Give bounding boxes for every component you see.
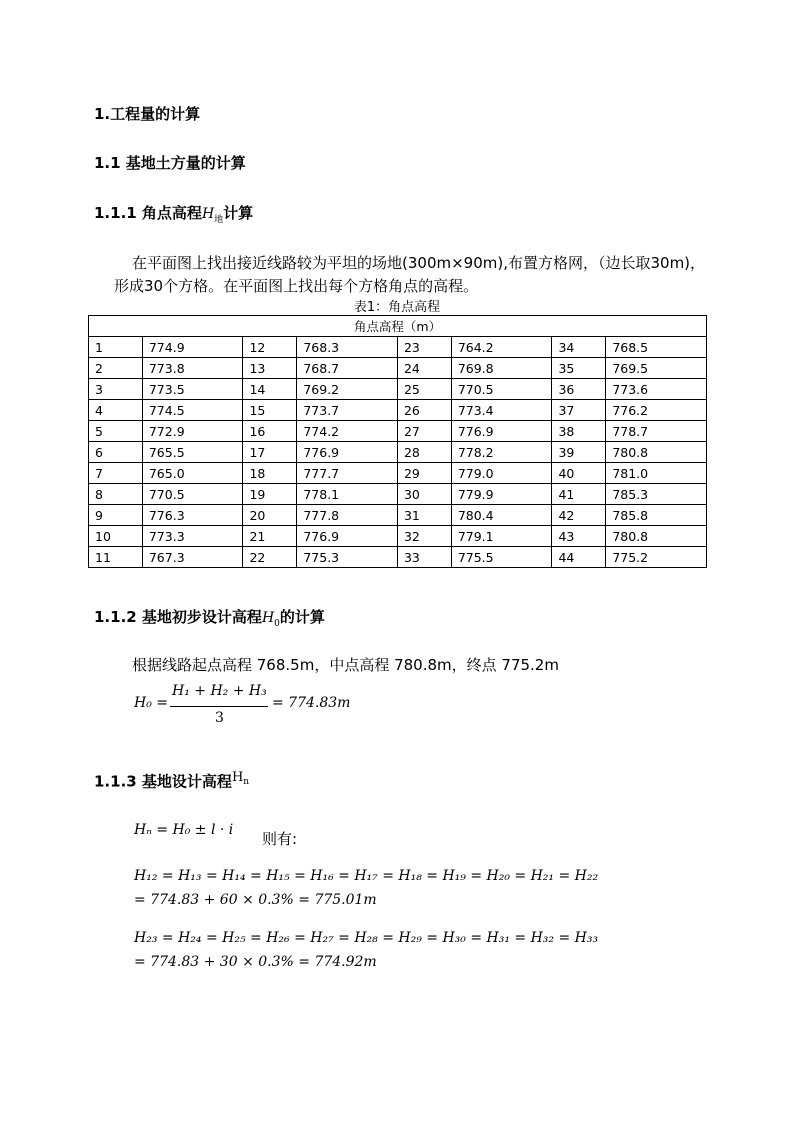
point-number-cell: 5	[89, 421, 143, 442]
point-number-cell: 4	[89, 400, 143, 421]
heading-1-1-1-symbol: $H_地$	[201, 206, 224, 225]
table-row	[89, 358, 707, 379]
elevation-cell: 779.1	[451, 526, 552, 547]
elevation-cell: 776.9	[297, 442, 398, 463]
elevation-cell: 774.9	[142, 337, 243, 358]
point-number-cell: 27	[397, 421, 451, 442]
elevation-cell: 773.7	[297, 400, 398, 421]
heading-1-1-1	[94, 202, 253, 225]
heading-1-1-2-suffix: 的计算	[279, 608, 325, 626]
table-row	[89, 421, 707, 442]
elevation-cell: 773.6	[606, 379, 707, 400]
elevation-cell: 773.5	[142, 379, 243, 400]
point-number-cell: 33	[397, 547, 451, 568]
table-row	[89, 526, 707, 547]
table-row	[89, 400, 707, 421]
elevation-cell: 778.7	[606, 421, 707, 442]
point-number-cell: 24	[397, 358, 451, 379]
formula-h0-lhs: H₀ =	[134, 695, 169, 711]
point-number-cell: 32	[397, 526, 451, 547]
point-number-cell: 15	[243, 400, 297, 421]
elevation-cell: 765.0	[142, 463, 243, 484]
point-number-cell: 9	[89, 505, 143, 526]
elevation-cell: 769.8	[451, 358, 552, 379]
point-number-cell: 44	[552, 547, 606, 568]
table-row	[89, 337, 707, 358]
point-number-cell: 8	[89, 484, 143, 505]
point-number-cell: 17	[243, 442, 297, 463]
table-row	[89, 505, 707, 526]
point-number-cell: 25	[397, 379, 451, 400]
point-number-cell: 39	[552, 442, 606, 463]
elevation-cell: 776.2	[606, 400, 707, 421]
heading-1-1-2-prefix: 1.1.2 基地初步设计高程	[94, 608, 262, 626]
heading-1-1-2	[94, 606, 325, 629]
elevation-cell: 773.3	[142, 526, 243, 547]
formula-h0-fraction-bar	[170, 706, 268, 707]
point-number-cell: 13	[243, 358, 297, 379]
formula-h0-denominator: 3	[215, 710, 224, 726]
elevation-cell: 775.3	[297, 547, 398, 568]
elevation-cell: 768.5	[606, 337, 707, 358]
elevation-cell: 778.2	[451, 442, 552, 463]
text-then: 则有:	[262, 830, 298, 848]
elevation-cell: 776.9	[451, 421, 552, 442]
formula-h23-h33-value: = 774.83 + 30 × 0.3% = 774.92m	[134, 954, 377, 970]
point-number-cell: 12	[243, 337, 297, 358]
point-number-cell: 23	[397, 337, 451, 358]
table-header-cell: 角点高程（m）	[89, 316, 707, 337]
table-row	[89, 463, 707, 484]
elevation-cell: 780.8	[606, 526, 707, 547]
point-number-cell: 1	[89, 337, 143, 358]
heading-1-1-1-prefix: 1.1.1 角点高程	[94, 204, 202, 222]
heading-1-1-3-prefix: 1.1.3 基地设计高程	[94, 772, 232, 791]
point-number-cell: 30	[397, 484, 451, 505]
point-number-cell: 7	[89, 463, 143, 484]
point-number-cell: 43	[552, 526, 606, 547]
elevation-cell: 776.3	[142, 505, 243, 526]
point-number-cell: 38	[552, 421, 606, 442]
elevation-cell: 775.5	[451, 547, 552, 568]
table-row	[89, 442, 707, 463]
point-number-cell: 2	[89, 358, 143, 379]
table-caption: 表1：角点高程	[353, 300, 441, 315]
elevation-cell: 772.9	[142, 421, 243, 442]
elevation-cell: 775.2	[606, 547, 707, 568]
formula-h0-rhs: = 774.83m	[272, 695, 351, 711]
heading-1-1: 1.1 基地土方量的计算	[94, 154, 246, 172]
elevation-cell: 779.0	[451, 463, 552, 484]
point-number-cell: 42	[552, 505, 606, 526]
point-number-cell: 11	[89, 547, 143, 568]
elevation-cell: 781.0	[606, 463, 707, 484]
point-number-cell: 36	[552, 379, 606, 400]
elevation-cell: 769.2	[297, 379, 398, 400]
heading-1-1-1-suffix: 计算	[223, 204, 254, 222]
table-row	[89, 484, 707, 505]
heading-1-1-3-symbol: Hn	[231, 770, 250, 787]
formula-h12-h22-chain: H₁₂ = H₁₃ = H₁₄ = H₁₅ = H₁₆ = H₁₇ = H₁₈ = H₁₉ = H₂₀ = H₂₁ = H₂₂	[134, 868, 599, 884]
point-number-cell: 34	[552, 337, 606, 358]
point-number-cell: 6	[89, 442, 143, 463]
elevation-cell: 776.9	[297, 526, 398, 547]
elevation-cell: 777.7	[297, 463, 398, 484]
elevation-cell: 778.1	[297, 484, 398, 505]
formula-h23-h33-chain: H₂₃ = H₂₄ = H₂₅ = H₂₆ = H₂₇ = H₂₈ = H₂₉ = H₃₀ = H₃₁ = H₃₂ = H₃₃	[134, 930, 599, 946]
formula-h12-h22-value: = 774.83 + 60 × 0.3% = 775.01m	[134, 892, 377, 908]
elevation-cell: 767.3	[142, 547, 243, 568]
corner-elevation-table	[88, 315, 707, 568]
table-header-row	[89, 316, 707, 337]
elevation-cell: 780.8	[606, 442, 707, 463]
elevation-cell: 785.8	[606, 505, 707, 526]
point-number-cell: 18	[243, 463, 297, 484]
point-number-cell: 10	[89, 526, 143, 547]
point-number-cell: 41	[552, 484, 606, 505]
point-number-cell: 14	[243, 379, 297, 400]
paragraph-route-elevations: 根据线路起点高程 768.5m，中点高程 780.8m，终点 775.2m	[132, 656, 559, 674]
elevation-cell: 774.2	[297, 421, 398, 442]
point-number-cell: 21	[243, 526, 297, 547]
elevation-cell: 764.2	[451, 337, 552, 358]
elevation-cell: 779.9	[451, 484, 552, 505]
elevation-cell: 780.4	[451, 505, 552, 526]
point-number-cell: 28	[397, 442, 451, 463]
point-number-cell: 35	[552, 358, 606, 379]
elevation-cell: 785.3	[606, 484, 707, 505]
paragraph-grid-description: 在平面图上找出接近线路较为平坦的场地(300m×90m),布置方格网，（边长取30m)，形成30个方格。在平面图上找出每个方格角点的高程。	[114, 254, 706, 295]
elevation-cell: 773.8	[142, 358, 243, 379]
point-number-cell: 40	[552, 463, 606, 484]
point-number-cell: 20	[243, 505, 297, 526]
formula-hn: Hₙ = H₀ ± l · i	[134, 822, 234, 838]
table-row	[89, 379, 707, 400]
elevation-cell: 774.5	[142, 400, 243, 421]
point-number-cell: 19	[243, 484, 297, 505]
point-number-cell: 31	[397, 505, 451, 526]
table-row	[89, 547, 707, 568]
point-number-cell: 26	[397, 400, 451, 421]
point-number-cell: 22	[243, 547, 297, 568]
point-number-cell: 29	[397, 463, 451, 484]
point-number-cell: 16	[243, 421, 297, 442]
point-number-cell: 37	[552, 400, 606, 421]
elevation-cell: 765.5	[142, 442, 243, 463]
point-number-cell: 3	[89, 379, 143, 400]
elevation-cell: 777.8	[297, 505, 398, 526]
heading-1-1-3	[94, 770, 249, 792]
elevation-cell: 773.4	[451, 400, 552, 421]
elevation-cell: 768.7	[297, 358, 398, 379]
heading-1: 1.工程量的计算	[94, 105, 201, 123]
heading-1-1-2-symbol: $H_0$	[261, 610, 280, 629]
elevation-cell: 770.5	[142, 484, 243, 505]
elevation-cell: 770.5	[451, 379, 552, 400]
formula-h0-numerator: H₁ + H₂ + H₃	[172, 683, 267, 699]
elevation-cell: 769.5	[606, 358, 707, 379]
elevation-cell: 768.3	[297, 337, 398, 358]
